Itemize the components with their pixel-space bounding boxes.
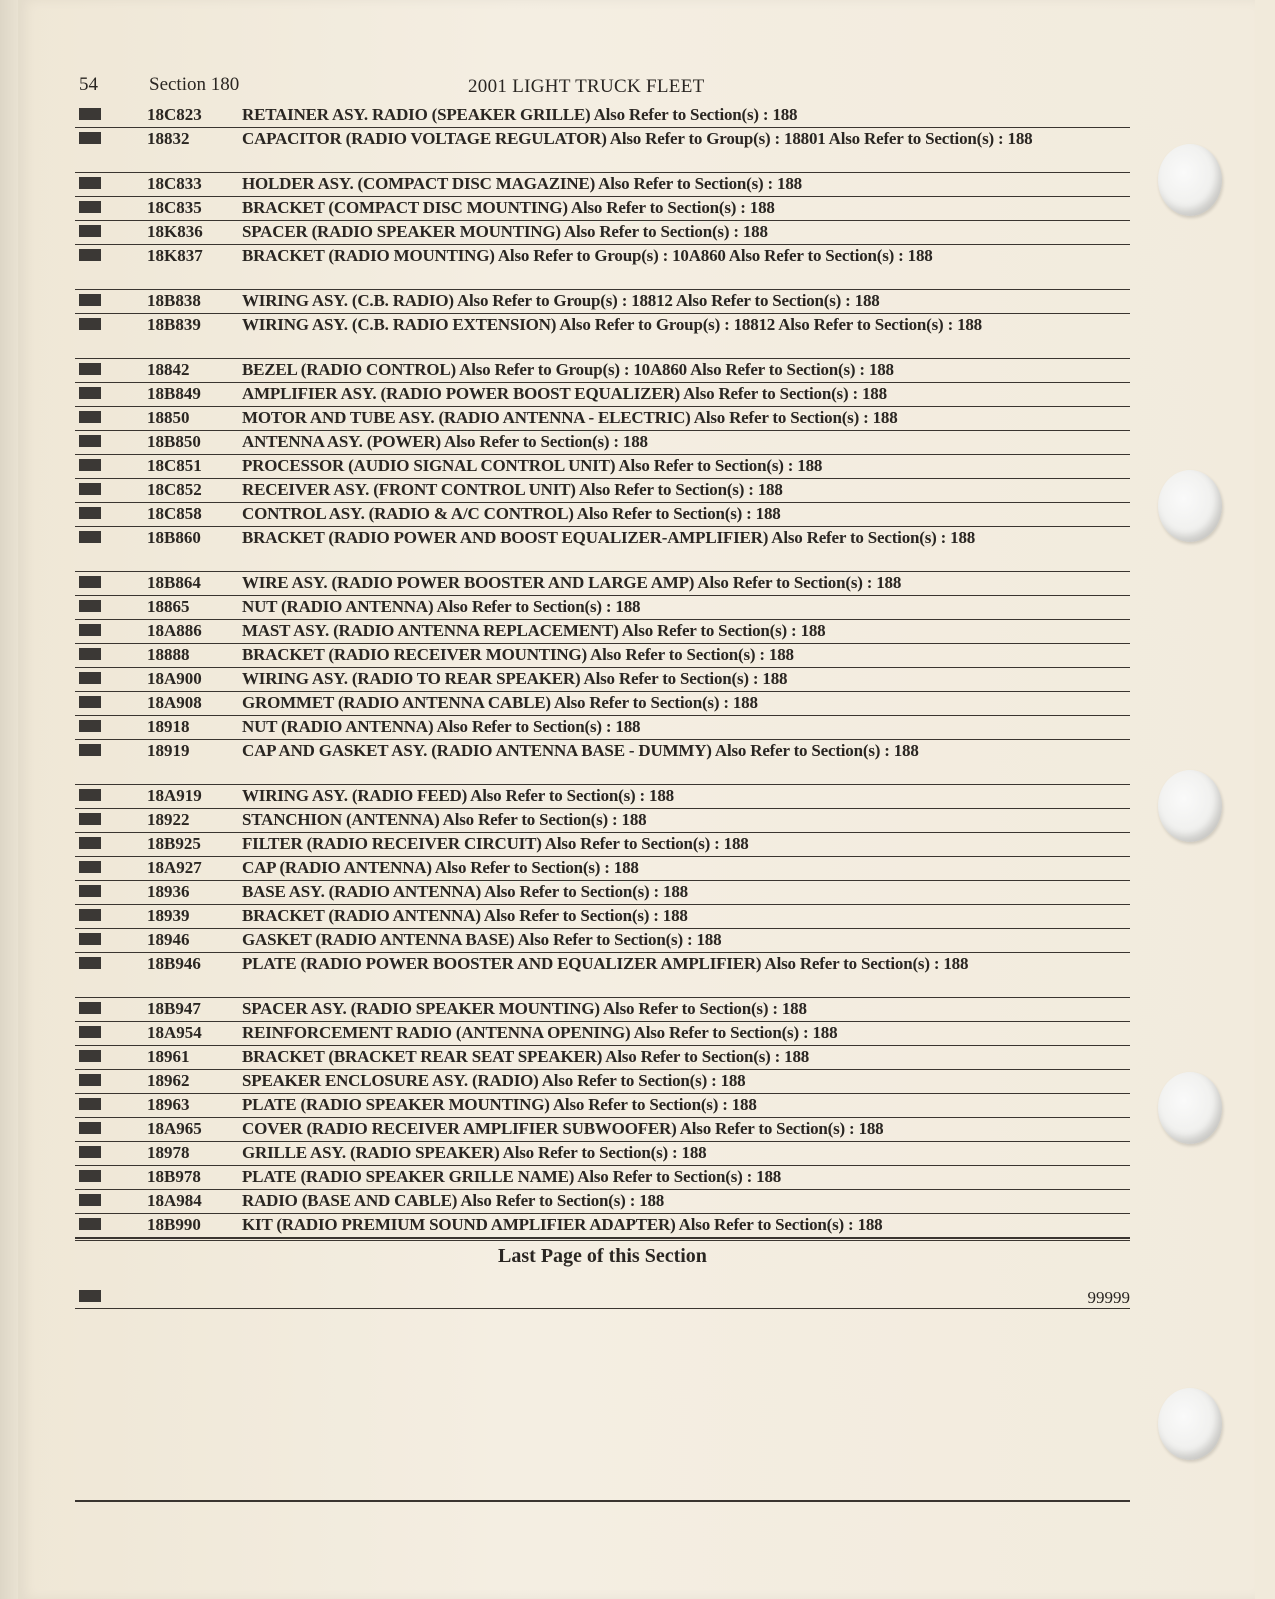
row-marker-icon	[79, 648, 101, 660]
part-description: REINFORCEMENT RADIO (ANTENNA OPENING) Also Refer to Section(s) : 188	[242, 1023, 838, 1042]
part-description: RETAINER ASY. RADIO (SPEAKER GRILLE) Also Refer to Section(s) : 188	[242, 105, 798, 124]
list-item	[75, 455, 1130, 479]
part-description: CAP AND GASKET ASY. (RADIO ANTENNA BASE - DUMMY) Also Refer to Section(s) : 188	[242, 741, 919, 760]
list-item	[75, 716, 1130, 740]
list-item	[75, 740, 1130, 785]
list-item	[75, 359, 1130, 383]
part-description: SPACER (RADIO SPEAKER MOUNTING) Also Refer to Section(s) : 188	[242, 222, 768, 241]
part-description: BRACKET (RADIO RECEIVER MOUNTING) Also Refer to Section(s) : 188	[242, 645, 794, 664]
part-number: 18B978	[147, 1167, 201, 1186]
part-description: RECEIVER ASY. (FRONT CONTROL UNIT) Also Refer to Section(s) : 188	[242, 480, 783, 499]
list-item	[75, 572, 1130, 596]
row-marker-icon	[79, 1290, 101, 1302]
part-number: 18918	[147, 717, 190, 736]
part-number: 18B946	[147, 954, 201, 973]
part-number: 18888	[147, 645, 190, 664]
list-item	[75, 953, 1130, 998]
part-description: BRACKET (RADIO ANTENNA) Also Refer to Section(s) : 188	[242, 906, 688, 925]
list-item	[75, 527, 1130, 572]
row-marker-icon	[79, 720, 101, 732]
list-item	[75, 785, 1130, 809]
part-description: RADIO (BASE AND CABLE) Also Refer to Section(s) : 188	[242, 1191, 665, 1210]
list-item	[75, 1166, 1130, 1190]
part-description: WIRING ASY. (RADIO TO REAR SPEAKER) Also Refer to Section(s) : 188	[242, 669, 788, 688]
list-item	[75, 1190, 1130, 1214]
last-page-label: Last Page of this Section	[498, 1245, 707, 1267]
part-number: 18C833	[147, 174, 202, 193]
part-description: SPACER ASY. (RADIO SPEAKER MOUNTING) Also Refer to Section(s) : 188	[242, 999, 807, 1018]
part-description: MAST ASY. (RADIO ANTENNA REPLACEMENT) Also Refer to Section(s) : 188	[242, 621, 826, 640]
part-number: 18B925	[147, 834, 201, 853]
part-number: 18922	[147, 810, 190, 829]
list-item	[75, 881, 1130, 905]
list-item	[75, 290, 1130, 314]
part-number: 18C835	[147, 198, 202, 217]
row-marker-icon	[79, 1218, 101, 1230]
part-number: 18842	[147, 360, 190, 379]
list-item	[75, 1094, 1130, 1118]
row-marker-icon	[79, 696, 101, 708]
part-number: 18A908	[147, 693, 202, 712]
binder-hole	[1158, 1072, 1222, 1144]
list-item	[75, 197, 1130, 221]
list-item	[75, 128, 1130, 173]
end-code: 99999	[1087, 1288, 1130, 1307]
end-row	[75, 1288, 1130, 1309]
part-number: 18C852	[147, 480, 202, 499]
list-item	[75, 857, 1130, 881]
part-number: 18B864	[147, 573, 201, 592]
part-number: 18A965	[147, 1119, 202, 1138]
part-number: 18865	[147, 597, 190, 616]
list-item	[75, 644, 1130, 668]
part-number: 18B838	[147, 291, 201, 310]
row-marker-icon	[79, 1194, 101, 1206]
part-number: 18A919	[147, 786, 202, 805]
part-description: WIRING ASY. (C.B. RADIO EXTENSION) Also Refer to Group(s) : 18812 Also Refer to Section(s) : 188	[242, 315, 982, 334]
row-marker-icon	[79, 933, 101, 945]
part-description: PROCESSOR (AUDIO SIGNAL CONTROL UNIT) Also Refer to Section(s) : 188	[242, 456, 823, 475]
part-number: 18962	[147, 1071, 190, 1090]
row-marker-icon	[79, 531, 101, 543]
binder-hole	[1158, 770, 1222, 842]
part-number: 18B849	[147, 384, 201, 403]
page-header	[0, 70, 1275, 100]
row-marker-icon	[79, 294, 101, 306]
list-item	[75, 620, 1130, 644]
list-item	[75, 998, 1130, 1022]
part-number: 18963	[147, 1095, 190, 1114]
list-item	[75, 314, 1130, 359]
list-item	[75, 1142, 1130, 1166]
part-description: CAPACITOR (RADIO VOLTAGE REGULATOR) Also Refer to Group(s) : 18801 Also Refer to Section(s) : 188	[242, 129, 1033, 148]
part-description: GASKET (RADIO ANTENNA BASE) Also Refer to Section(s) : 188	[242, 930, 722, 949]
part-description: BRACKET (BRACKET REAR SEAT SPEAKER) Also Refer to Section(s) : 188	[242, 1047, 810, 1066]
list-item	[75, 173, 1130, 197]
row-marker-icon	[79, 459, 101, 471]
row-marker-icon	[79, 600, 101, 612]
list-item	[75, 905, 1130, 929]
row-marker-icon	[79, 435, 101, 447]
list-item	[75, 809, 1130, 833]
row-marker-icon	[79, 1050, 101, 1062]
part-description: BASE ASY. (RADIO ANTENNA) Also Refer to Section(s) : 188	[242, 882, 688, 901]
list-item	[75, 1070, 1130, 1094]
row-marker-icon	[79, 837, 101, 849]
list-item	[75, 1118, 1130, 1142]
part-number: 18B947	[147, 999, 201, 1018]
list-item	[75, 833, 1130, 857]
list-item	[75, 1022, 1130, 1046]
part-description: SPEAKER ENCLOSURE ASY. (RADIO) Also Refer to Section(s) : 188	[242, 1071, 746, 1090]
list-item	[75, 479, 1130, 503]
list-item	[75, 407, 1130, 431]
list-item	[75, 596, 1130, 620]
row-marker-icon	[79, 1122, 101, 1134]
bottom-rule	[75, 1500, 1130, 1502]
row-marker-icon	[79, 1146, 101, 1158]
binder-hole	[1158, 1388, 1222, 1460]
page-number: 54	[79, 74, 98, 95]
binder-hole	[1158, 144, 1222, 216]
part-description: STANCHION (ANTENNA) Also Refer to Section(s) : 188	[242, 810, 647, 829]
binder-hole	[1158, 470, 1222, 542]
part-number: 18C858	[147, 504, 202, 523]
part-number: 18A886	[147, 621, 202, 640]
list-item	[75, 692, 1130, 716]
part-number: 18B850	[147, 432, 201, 451]
parts-list	[75, 104, 1130, 1267]
part-description: CONTROL ASY. (RADIO & A/C CONTROL) Also Refer to Section(s) : 188	[242, 504, 781, 523]
last-page-row	[75, 1238, 1130, 1267]
part-description: BRACKET (COMPACT DISC MOUNTING) Also Refer to Section(s) : 188	[242, 198, 775, 217]
row-marker-icon	[79, 672, 101, 684]
part-description: BEZEL (RADIO CONTROL) Also Refer to Group(s) : 10A860 Also Refer to Section(s) : 188	[242, 360, 894, 379]
part-description: AMPLIFIER ASY. (RADIO POWER BOOST EQUALIZER) Also Refer to Section(s) : 188	[242, 384, 887, 403]
part-number: 18B860	[147, 528, 201, 547]
list-item	[75, 245, 1130, 290]
row-marker-icon	[79, 909, 101, 921]
part-description: HOLDER ASY. (COMPACT DISC MAGAZINE) Also Refer to Section(s) : 188	[242, 174, 802, 193]
row-marker-icon	[79, 1098, 101, 1110]
list-item	[75, 383, 1130, 407]
part-description: NUT (RADIO ANTENNA) Also Refer to Section(s) : 188	[242, 717, 641, 736]
row-marker-icon	[79, 387, 101, 399]
part-number: 18A927	[147, 858, 202, 877]
row-marker-icon	[79, 1170, 101, 1182]
part-description: MOTOR AND TUBE ASY. (RADIO ANTENNA - ELECTRIC) Also Refer to Section(s) : 188	[242, 408, 898, 427]
row-marker-icon	[79, 744, 101, 756]
page-edge	[0, 0, 18, 1599]
row-marker-icon	[79, 507, 101, 519]
part-description: COVER (RADIO RECEIVER AMPLIFIER SUBWOOFER) Also Refer to Section(s) : 188	[242, 1119, 884, 1138]
row-marker-icon	[79, 624, 101, 636]
part-number: 18A954	[147, 1023, 202, 1042]
part-number: 18A900	[147, 669, 202, 688]
list-item	[75, 104, 1130, 128]
part-description: BRACKET (RADIO MOUNTING) Also Refer to Group(s) : 10A860 Also Refer to Section(s) : 188	[242, 246, 933, 265]
part-number: 18919	[147, 741, 190, 760]
part-number: 18B990	[147, 1215, 201, 1234]
part-description: BRACKET (RADIO POWER AND BOOST EQUALIZER-AMPLIFIER) Also Refer to Section(s) : 188	[242, 528, 976, 547]
row-marker-icon	[79, 1026, 101, 1038]
part-number: 18961	[147, 1047, 190, 1066]
part-number: 18939	[147, 906, 190, 925]
part-description: FILTER (RADIO RECEIVER CIRCUIT) Also Refer to Section(s) : 188	[242, 834, 749, 853]
part-number: 18946	[147, 930, 190, 949]
part-description: PLATE (RADIO SPEAKER MOUNTING) Also Refer to Section(s) : 188	[242, 1095, 757, 1114]
part-description: CAP (RADIO ANTENNA) Also Refer to Section(s) : 188	[242, 858, 639, 877]
row-marker-icon	[79, 411, 101, 423]
part-description: PLATE (RADIO POWER BOOSTER AND EQUALIZER AMPLIFIER) Also Refer to Section(s) : 188	[242, 954, 969, 973]
row-marker-icon	[79, 789, 101, 801]
part-description: GROMMET (RADIO ANTENNA CABLE) Also Refer to Section(s) : 188	[242, 693, 758, 712]
part-description: PLATE (RADIO SPEAKER GRILLE NAME) Also Refer to Section(s) : 188	[242, 1167, 782, 1186]
part-description: NUT (RADIO ANTENNA) Also Refer to Section(s) : 188	[242, 597, 641, 616]
row-marker-icon	[79, 813, 101, 825]
part-number: 18936	[147, 882, 190, 901]
part-number: 18K837	[147, 246, 203, 265]
row-marker-icon	[79, 576, 101, 588]
list-item	[75, 431, 1130, 455]
list-item	[75, 503, 1130, 527]
part-description: KIT (RADIO PREMIUM SOUND AMPLIFIER ADAPTER) Also Refer to Section(s) : 188	[242, 1215, 883, 1234]
row-marker-icon	[79, 132, 101, 144]
part-number: 18850	[147, 408, 190, 427]
list-item	[75, 1214, 1130, 1238]
row-marker-icon	[79, 885, 101, 897]
row-marker-icon	[79, 108, 101, 120]
row-marker-icon	[79, 201, 101, 213]
section-label: Section 180	[149, 74, 240, 95]
part-description: WIRE ASY. (RADIO POWER BOOSTER AND LARGE AMP) Also Refer to Section(s) : 188	[242, 573, 902, 592]
list-item	[75, 221, 1130, 245]
part-description: WIRING ASY. (RADIO FEED) Also Refer to Section(s) : 188	[242, 786, 674, 805]
page-title: 2001 LIGHT TRUCK FLEET	[468, 76, 705, 97]
part-description: WIRING ASY. (C.B. RADIO) Also Refer to Group(s) : 18812 Also Refer to Section(s) : 188	[242, 291, 880, 310]
list-item	[75, 668, 1130, 692]
part-description: GRILLE ASY. (RADIO SPEAKER) Also Refer to Section(s) : 188	[242, 1143, 707, 1162]
row-marker-icon	[79, 363, 101, 375]
row-marker-icon	[79, 177, 101, 189]
list-item	[75, 929, 1130, 953]
row-marker-icon	[79, 483, 101, 495]
row-marker-icon	[79, 1074, 101, 1086]
row-marker-icon	[79, 249, 101, 261]
row-marker-icon	[79, 318, 101, 330]
part-number: 18832	[147, 129, 190, 148]
part-number: 18B839	[147, 315, 201, 334]
row-marker-icon	[79, 957, 101, 969]
part-number: 18C823	[147, 105, 202, 124]
part-description: ANTENNA ASY. (POWER) Also Refer to Section(s) : 188	[242, 432, 648, 451]
row-marker-icon	[79, 225, 101, 237]
part-number: 18C851	[147, 456, 202, 475]
list-item	[75, 1046, 1130, 1070]
part-number: 18978	[147, 1143, 190, 1162]
row-marker-icon	[79, 1002, 101, 1014]
row-marker-icon	[79, 861, 101, 873]
part-number: 18A984	[147, 1191, 202, 1210]
part-number: 18K836	[147, 222, 203, 241]
